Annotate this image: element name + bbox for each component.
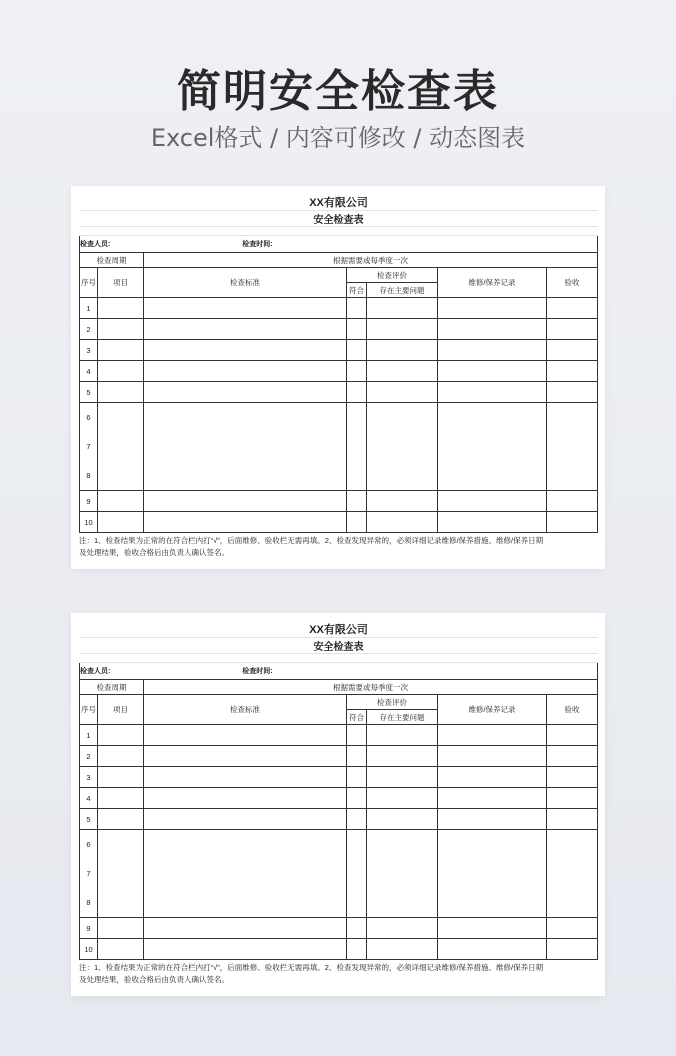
cell[interactable] [547,340,598,361]
cell[interactable] [98,403,144,491]
spacer-row [80,654,598,663]
inspector-blank[interactable] [347,663,598,680]
cell[interactable] [347,725,367,746]
cell[interactable] [144,788,347,809]
cell[interactable] [347,340,367,361]
sheet-preview-card [71,186,605,569]
cell[interactable] [144,491,347,512]
company-name: XX有限公司 [80,621,598,638]
table-row [80,767,598,788]
cell[interactable] [144,382,347,403]
cell[interactable] [438,918,547,939]
spacer-row [80,227,598,236]
col-ok: 符合 [347,710,367,725]
row-number: 5 [80,809,98,830]
cell[interactable] [98,319,144,340]
sheet-note [79,962,597,986]
page-subtitle: Excel格式 / 内容可修改 / 动态图表 [150,124,526,152]
cell[interactable] [367,725,438,746]
cell[interactable] [438,788,547,809]
cell[interactable] [438,319,547,340]
row-number: 10 [80,512,98,533]
col-repair: 维修/保养记录 [438,695,547,725]
table-row [80,382,598,403]
inspector-blank[interactable] [347,236,598,253]
cell[interactable] [144,767,347,788]
cell[interactable] [98,340,144,361]
cycle-label: 检查周期 [80,253,144,268]
cell[interactable] [144,939,347,960]
sheet-note [79,535,597,559]
cell[interactable] [144,298,347,319]
page-title: 简明安全检查表 [177,66,499,117]
row-number: 2 [80,319,98,340]
cycle-value: 根据需要或每季度一次 [144,680,598,695]
cell[interactable] [438,746,547,767]
row-number: 8 [86,898,91,907]
table-row [80,512,598,533]
col-repair: 维修/保养记录 [438,268,547,298]
cell[interactable] [367,491,438,512]
time-label: 检查时间: [242,668,273,675]
col-eval: 检查评价 [347,695,438,710]
cell[interactable] [367,319,438,340]
cycle-label: 检查周期 [80,680,144,695]
col-issue: 存在主要问题 [367,283,438,298]
table-row [80,319,598,340]
cell[interactable] [438,512,547,533]
cell[interactable] [98,382,144,403]
cell[interactable] [98,767,144,788]
cell[interactable] [144,918,347,939]
company-name: XX有限公司 [80,194,598,211]
cell[interactable] [347,403,367,491]
cell[interactable] [144,809,347,830]
table-row [80,340,598,361]
cycle-value: 根据需要或每季度一次 [144,253,598,268]
inspector-label: 检查人员: [80,241,111,248]
cell[interactable] [367,361,438,382]
cell[interactable] [367,340,438,361]
cell[interactable] [347,809,367,830]
inspection-table [79,194,598,533]
cell[interactable] [144,746,347,767]
table-row-merged [80,830,598,918]
cell[interactable] [98,746,144,767]
cell[interactable] [438,767,547,788]
inspector-label: 检查人员: [80,668,111,675]
inspector-cell [80,663,347,680]
table-row [80,939,598,960]
cell[interactable] [367,746,438,767]
table-row [80,361,598,382]
cell[interactable] [547,788,598,809]
cell[interactable] [367,788,438,809]
cell[interactable] [438,361,547,382]
row-number: 6 [86,413,91,422]
col-accept: 验收 [547,268,598,298]
cell[interactable] [144,725,347,746]
cell[interactable] [144,319,347,340]
cell[interactable] [144,403,347,491]
cell[interactable] [98,361,144,382]
cell[interactable] [547,298,598,319]
row-number: 3 [80,340,98,361]
note-line: 注：1、检查结果为正常的在符合栏内打“√”，后面维修、验收栏无需再填。2、检查发现异常的，必须详细记录维修/保养措施、维修/保养日期 [79,536,544,545]
inspection-sheet [79,194,597,559]
row-number: 3 [80,767,98,788]
col-standard: 检查标准 [144,268,347,298]
cell[interactable] [367,298,438,319]
row-number: 6 [86,840,91,849]
cell[interactable] [367,767,438,788]
table-row [80,491,598,512]
table-row [80,788,598,809]
cell[interactable] [438,403,547,491]
table-row [80,746,598,767]
note-line: 及处理结果，验收合格后由负责人确认签名。 [79,548,229,557]
cell[interactable] [144,340,347,361]
cell[interactable] [367,403,438,491]
cell[interactable] [547,918,598,939]
row-number: 8 [86,471,91,480]
col-item: 项目 [98,695,144,725]
sheet-title: 安全检查表 [80,211,598,227]
cell[interactable] [367,809,438,830]
cell[interactable] [347,491,367,512]
cell[interactable] [438,382,547,403]
cell[interactable] [547,382,598,403]
cell[interactable] [547,512,598,533]
col-eval: 检查评价 [347,268,438,283]
sheet-preview-card [71,613,605,996]
row-number: 9 [80,918,98,939]
cell[interactable] [367,939,438,960]
col-accept: 验收 [547,695,598,725]
table-row [80,918,598,939]
col-standard: 检查标准 [144,695,347,725]
cell[interactable] [547,361,598,382]
table-row [80,298,598,319]
cell[interactable] [547,767,598,788]
row-number: 4 [80,361,98,382]
table-row-merged [80,403,598,491]
row-number: 4 [80,788,98,809]
cell[interactable] [98,918,144,939]
cell[interactable] [347,361,367,382]
col-ok: 符合 [347,283,367,298]
cell[interactable] [347,939,367,960]
cell[interactable] [98,725,144,746]
cell[interactable] [438,298,547,319]
row-number: 10 [80,939,98,960]
cell[interactable] [98,788,144,809]
time-label: 检查时间: [242,241,273,248]
row-number: 5 [80,382,98,403]
row-number: 7 [86,869,91,878]
inspection-sheet [79,621,597,986]
cell[interactable] [547,809,598,830]
cell[interactable] [438,491,547,512]
cell[interactable] [438,340,547,361]
cell[interactable] [438,725,547,746]
cell[interactable] [144,830,347,918]
cell[interactable] [144,361,347,382]
cell[interactable] [547,939,598,960]
cell[interactable] [347,788,367,809]
cell[interactable] [367,382,438,403]
cell[interactable] [347,512,367,533]
cell[interactable] [98,830,144,918]
cell[interactable] [347,319,367,340]
cell[interactable] [347,767,367,788]
cell[interactable] [347,918,367,939]
note-line: 及处理结果，验收合格后由负责人确认签名。 [79,975,229,984]
cell[interactable] [367,830,438,918]
table-row [80,725,598,746]
cell[interactable] [347,746,367,767]
col-no: 序号 [80,268,98,298]
cell[interactable] [438,939,547,960]
cell[interactable] [347,298,367,319]
note-line: 注：1、检查结果为正常的在符合栏内打“√”，后面维修、验收栏无需再填。2、检查发现异常的，必须详细记录维修/保养措施、维修/保养日期 [79,963,544,972]
cell[interactable] [98,298,144,319]
cell[interactable] [144,512,347,533]
col-no: 序号 [80,695,98,725]
row-number-group [80,830,98,918]
cell[interactable] [547,746,598,767]
col-item: 项目 [98,268,144,298]
cell[interactable] [438,809,547,830]
cell[interactable] [98,491,144,512]
cell[interactable] [547,403,598,491]
cell[interactable] [347,382,367,403]
cell[interactable] [98,939,144,960]
inspector-cell [80,236,347,253]
cell[interactable] [98,809,144,830]
cell[interactable] [547,491,598,512]
cell[interactable] [347,830,367,918]
inspection-table [79,621,598,960]
cell[interactable] [367,512,438,533]
cell[interactable] [547,319,598,340]
table-row [80,809,598,830]
row-number: 7 [86,442,91,451]
cell[interactable] [547,830,598,918]
cell[interactable] [438,830,547,918]
row-number: 9 [80,491,98,512]
row-number: 2 [80,746,98,767]
cell[interactable] [547,725,598,746]
cell[interactable] [367,918,438,939]
col-issue: 存在主要问题 [367,710,438,725]
row-number: 1 [80,725,98,746]
cell[interactable] [98,512,144,533]
row-number-group [80,403,98,491]
sheet-title: 安全检查表 [80,638,598,654]
row-number: 1 [80,298,98,319]
